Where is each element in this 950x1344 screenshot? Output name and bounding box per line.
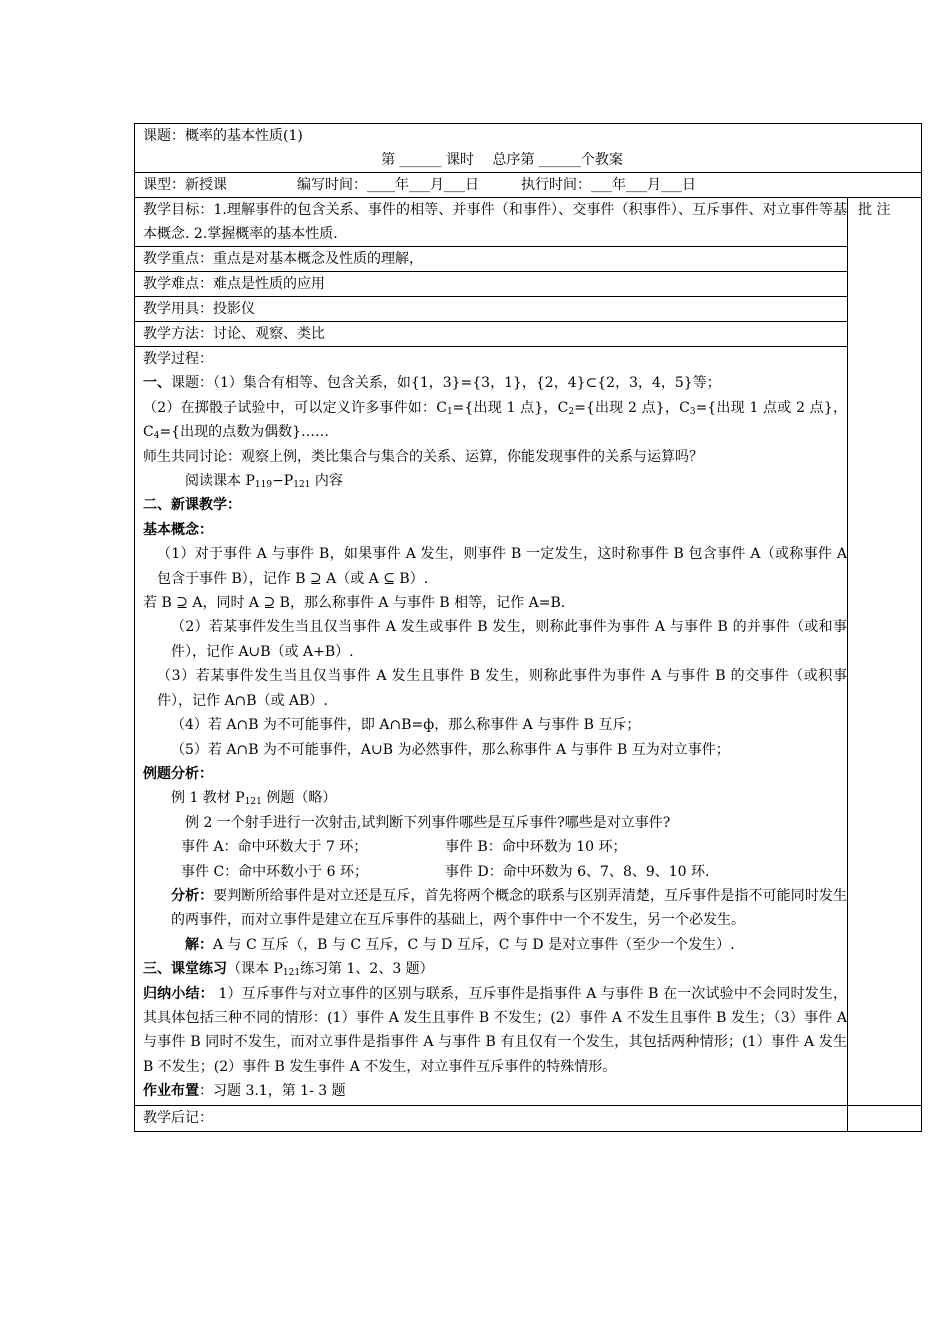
analysis: 分析：要判断所给事件是对立还是互斥，首先将两个概念的联系与区别弄清楚，互斥事件是指不可能同时发生的两事件，而对立事件是建立在互斥事件的基础上，两个事件中一个不发生，另一个必发生。 [171,887,848,929]
teaching-process [135,347,848,1106]
concepts-heading: 基本概念： [143,521,213,538]
events-row-2 [143,860,847,884]
type-line: 课型：新授课 编写时间：____年___月___日 执行时间：___年___月___日 [135,173,922,198]
process-row [135,347,922,1106]
concept-3: （3）若某事件发生当且仅当事件 A 发生且事件 B 发生，则称此事件为事件 A 与事件 B 的交事件（或积事件），记作 A∩B（或 AB）. [157,668,847,709]
concept-5: （5）若 A∩B 为不可能事件，A∪B 为必然事件，那么称事件 A 与事件 B 互为对立事件； [171,741,730,758]
examples-heading: 例题分析： [143,765,213,782]
difficulty-row [135,272,922,297]
goals-row [135,198,922,247]
teaching-methods: 教学方法：讨论、观察、类比 [135,322,848,347]
concept-1-equal: 若 B ⊇ A，同时 A ⊇ B，那么称事件 A 与事件 B 相等，记作 A=B. [143,595,566,612]
difficulty: 教学难点：难点是性质的应用 [135,272,848,297]
event-d: 事件 D：命中环数为 6、7、8、9、10 环. [445,863,710,880]
period-line: 第 ______ 课时 总序第 ______个教案 [381,152,623,168]
concept-4: （4）若 A∩B 为不可能事件，即 A∩B=ф，那么称事件 A 与事件 B 互斥； [171,717,641,734]
key-point: 教学重点：重点是对基本概念及性质的理解， [135,247,848,272]
events-row-1 [143,835,847,859]
methods-row [135,322,922,347]
homework: 作业布置：习题 3.1，第 1- 3 题 [143,1083,346,1100]
dice-example: （2）在掷骰子试验中，可以定义许多事件如：$C_1=${出现 1 点}，$C_2=${出现 2 点}，$C_3=${出现 1 点或 2 点}，$C_4=${出现的点数为偶数}…… [143,399,847,442]
solution: 解：A 与 C 互斥（，B 与 C 互斥，C 与 D 互斥，C 与 D 是对立事件（至少一个发生）. [185,936,735,953]
topic-title: 课题：概率的基本性质(1) [143,128,303,144]
lesson-plan-table [134,123,922,1132]
event-a: 事件 A：命中环数大于 7 环； [181,839,368,856]
afterword-row [135,1105,922,1131]
concept-2: （2）若某事件发生当且仅当事件 A 发生或事件 B 发生，则称此事件为事件 A 与事件 B 的并事件（或和事件），记作 A∪B（或 A+B）. [171,619,847,660]
notes-label: 批 注 [858,202,891,218]
process-title: 教学过程： [143,351,213,367]
afterword-notes [848,1105,922,1131]
section-2-heading: 二、新课教学： [143,497,241,514]
event-b: 事件 B：命中环数为 10 环； [445,839,627,856]
header-row [135,124,922,173]
concept-1: （1）对于事件 A 与事件 B，如果事件 A 发生，则事件 B 一定发生，这时称事件 B 包含事件 A（或称事件 A 包含于事件 B），记作 B ⊇ A（或 A ⊆ B）. [157,546,847,587]
section-1: 一、课题：（1）集合有相等、包含关系，如{1，3}={3，1}，{2，4}⊂{2，3，4，5}等； [143,375,721,392]
type-row [135,173,922,198]
key-point-row [135,247,922,272]
example-1: 例 1 教材 $P_{121}$ 例题（略） [171,790,337,808]
teaching-tools: 教学用具：投影仪 [135,297,848,322]
discussion: 师生共同讨论：观察上例，类比集合与集合的关系、运算，你能发现事件的关系与运算吗？ [143,448,703,465]
summary: 归纳小结： 1）互斥事件与对立事件的区别与联系，互斥事件是指事件 A 与事件 B 在一次试验中不会同时发生，其具体包括三种不同的情形：(1）事件 A 发生且事件 B 不发生；(2）事件 A 不发生且事件 B 发生；（3）事件 A 与事件 B 同时不发生，而对立事件是指事件 A 与事件 B 有且仅有一个发生，其包括两种情形；(1）事件 A 发生 B 不发生；(2）事件 B 发生事件 A 不发生，对立事件互斥事件的特殊情形。 [143,985,847,1075]
event-c: 事件 C：命中环数小于 6 环； [181,863,368,880]
lesson-plan [134,123,921,1132]
tools-row [135,297,922,322]
reading-assignment: 阅读课本 $P_{119}-P_{121}$ 内容 [185,473,343,491]
example-2: 例 2 一个射手进行一次射击,试判断下列事件哪些是互斥事件?哪些是对立事件? [185,814,671,831]
afterword: 教学后记： [135,1105,848,1131]
notes-column [848,198,922,1106]
teaching-goals: 教学目标：1.理解事件的包含关系、事件的相等、并事件（和事件）、交事件（积事件）、互斥事件、对立事件等基本概念. 2.掌握概率的基本性质. [135,198,848,247]
section-3: 三、课堂练习（课本 $P_{121}$练习第 1、2、3 题） [143,961,434,979]
